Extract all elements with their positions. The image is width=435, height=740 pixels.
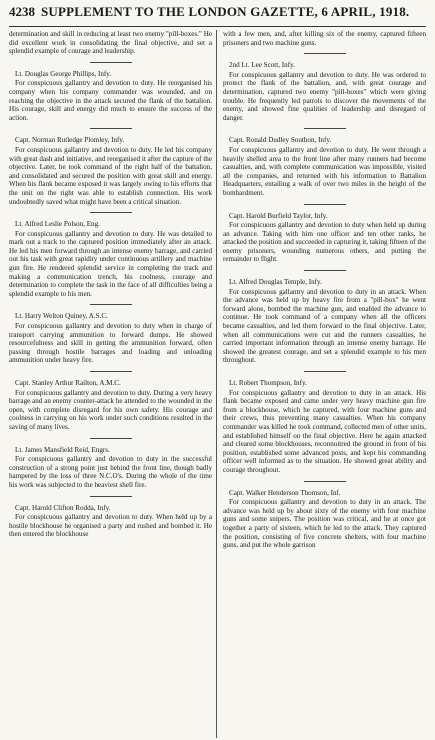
entry-separator bbox=[304, 481, 346, 482]
recipient-name: Capt. Harold Clifton Rodda, Infy. bbox=[15, 503, 111, 512]
column-divider bbox=[216, 30, 217, 738]
citation-text: For conspicuous gallantry and devotion to duty in an attack. His flank became exposed and came under very heavy machine gun fire from a blockhouse, which he captured, with four machine guns and their crews, thus preventing many casualties. When his company commander was killed he took command, collected men of other units, and established himself on the final objective. Here he again attacked and cleared some blockhouses, reconnoitred the ground in front of his position, established some advanced posts, and kept his commanding officer well informed as to the situation. He showed great ability and courage throughout. bbox=[223, 388, 426, 474]
entry-separator bbox=[90, 496, 132, 497]
recipient-name: Lt. Harry Welton Quiney, A.S.C. bbox=[15, 312, 108, 321]
citation-text: For conspicuous gallantry and devotion to duty when in charge of transport carrying ammunition to forward dumps. He showed resourcefulness and skill in getting the ammunition forward, often passing through hostile barrages and loading and unloading ammunition under heavy fire. bbox=[9, 322, 212, 365]
citation-entry bbox=[9, 312, 212, 365]
recipient-name: Capt. Norman Rutledge Plomley, Infy. bbox=[15, 136, 125, 145]
citation-text: For conspicuous gallantry and devotion to duty. He was ordered to protect the flank of the battalion, and, with great courage and determination, captured two enemy "pill-boxes" which were giving trouble. He frequently led patrols to discover the movements of the enemy, and showed fine qualities of leadership and disregard of danger. bbox=[223, 70, 426, 122]
entry-separator bbox=[90, 371, 132, 372]
page-header bbox=[9, 4, 426, 27]
recipient-name: Capt. Walker Henderson Thomson, Inf. bbox=[229, 488, 341, 497]
citation-entry bbox=[9, 220, 212, 298]
citation-entry bbox=[9, 446, 212, 490]
recipient-name: Lt. Robert Thompson, Infy. bbox=[229, 379, 307, 387]
entry-separator bbox=[304, 128, 346, 129]
entry-separator bbox=[90, 304, 132, 305]
entry-separator bbox=[90, 212, 132, 213]
recipient-name: Lt. Alfred Douglas Temple, Infy. bbox=[229, 278, 322, 287]
entry-separator bbox=[90, 62, 132, 63]
entry-separator bbox=[304, 53, 346, 54]
citation-text: For conspicuous gallantry and devotion to duty. He led his company with great dash and initiative, and reorganised it after the capture of the objective. Later, he took command of the right half of the battalion, and consolidated and secured the position with great skill and energy. When his flank became exposed it was largely owing to his efforts that the unit on the right was able to establish connection. His work undoubtedly saved what might have been a critical situation. bbox=[9, 145, 212, 206]
citation-entry bbox=[223, 379, 426, 475]
citation-text: For conspicuous gallantry and devotion to duty. When held up by a hostile blockhouse he organised a party and rushed and bombed it. He then entered the blockhouse bbox=[9, 513, 212, 539]
citation-text: For conspicuous gallantry and devotion to duty when held up during an advance. Taking with him one officer and ten other ranks, he attacked the position and succeeded in capturing it, taking fifteen of the enemy prisoners, wounding numerous others, and putting the remainder to flight. bbox=[223, 221, 426, 264]
citation-entry bbox=[9, 379, 212, 432]
citation-entry bbox=[223, 136, 426, 197]
right-column bbox=[223, 30, 426, 738]
recipient-name: Capt. Stanley Arthur Railton, A.M.C. bbox=[15, 379, 121, 387]
citation-entry bbox=[9, 504, 212, 539]
citation-entry bbox=[223, 489, 426, 550]
citation-text: For conspicuous gallantry and devotion to duty in an attack. When the advance was held up by heavy fire from a "pill-box" he went forward alone, bombed the machine gun, and enabled the advance to continue. He took command of a company when all the officers became casualties, and led them forward to the final objective. Later, when all communications were cut and the runners casualties, he carried important information through an intense enemy barrage. He showed the greatest courage, and set a splendid example to his men throughout. bbox=[223, 287, 426, 365]
citation-text: For conspicuous gallantry and devotion to duty. During a very heavy barrage and an enemy counter-attack he attended to the wounded in the open, with complete disregard for his own safety. His courage and coolness in carrying on his work under such conditions resulted in the saving of many lives. bbox=[9, 388, 212, 431]
running-title: SUPPLEMENT TO THE LONDON GAZETTE, 6 APRIL, 1918. bbox=[41, 4, 410, 19]
citation-entry bbox=[223, 278, 426, 365]
recipient-name: Capt. Harold Burfield Taylor, Infy. bbox=[229, 211, 328, 220]
citation-entry bbox=[223, 61, 426, 122]
recipient-name: Capt. Ronald Dudley Southon, Infy. bbox=[229, 136, 332, 145]
citation-text: For conspicuous gallantry and devotion to duty. He went through a heavily shelled area to the front line after many runners had become casualties, and, with complete communication was impossible, visited all the companies, and returned with his information to Battalion Headquarters, entailing a walk of over two miles in the height of the bombardment. bbox=[223, 145, 426, 197]
continuation-text: determination and skill in reducing at least two enemy "pill-boxes." He did excellent work in consolidating the final objective, and set a splendid example of courage and leadership. bbox=[9, 30, 212, 56]
citation-entry bbox=[9, 136, 212, 206]
recipient-name: Lt. Douglas George Phillips, Infy. bbox=[15, 69, 112, 78]
entry-separator bbox=[304, 270, 346, 271]
recipient-name: Lt. Alfred Leslie Polson, Eng. bbox=[15, 220, 100, 229]
entry-separator bbox=[304, 371, 346, 372]
citation-text: For conspicuous gallantry and devotion to duty. He reorganised his company when his company commander was wounded, and on reaching the objective in the attack secured the flank of the battalion. His courage, skill and energy did much to ensure the success of the action. bbox=[9, 79, 212, 122]
citation-text: For conspicuous gallantry and devotion to duty in an attack. The advance was held up by about sixty of the enemy with four machine guns and some snipers. The position was critical, and he at once got together a party of sixteen, which he led to the attack. They captured the position, consisting of five concrete shelters, with four machine guns, and put the whole garrison bbox=[223, 498, 426, 550]
citation-entry bbox=[9, 70, 212, 123]
entry-separator bbox=[304, 204, 346, 205]
page-number: 4238 bbox=[9, 4, 35, 19]
continuation-text: with a few men, and, after killing six of the enemy, captured fifteen prisoners and two machine guns. bbox=[223, 30, 426, 47]
recipient-name: Lt. James Mansfield Reid, Engrs. bbox=[15, 445, 110, 454]
columns bbox=[9, 30, 426, 738]
citation-entry bbox=[223, 212, 426, 265]
entry-separator bbox=[90, 438, 132, 439]
citation-text: For conspicuous gallantry and devotion to duty in the successful construction of a strong point just behind the front line, though badly hampered by the loss of three N.C.O's. During the whole of the time his work was subjected to the heaviest shell fire. bbox=[9, 455, 212, 489]
entry-separator bbox=[90, 128, 132, 129]
left-column bbox=[9, 30, 212, 738]
citation-text: For conspicuous gallantry and devotion to duty. He was detailed to mark out a track to the captured position immediately after an attack. He led his men forward through an intense enemy barrage, and carried out his task with great rapidity under continuous artillery and machine gun fire. He rendered splendid service in completing the track and making a communication trench, his coolness, courage and determination to complete the task in the face of all difficulties being a splendid example to his men. bbox=[9, 229, 212, 298]
recipient-name: 2nd Lt. Lee Scott, Infy. bbox=[229, 61, 295, 70]
